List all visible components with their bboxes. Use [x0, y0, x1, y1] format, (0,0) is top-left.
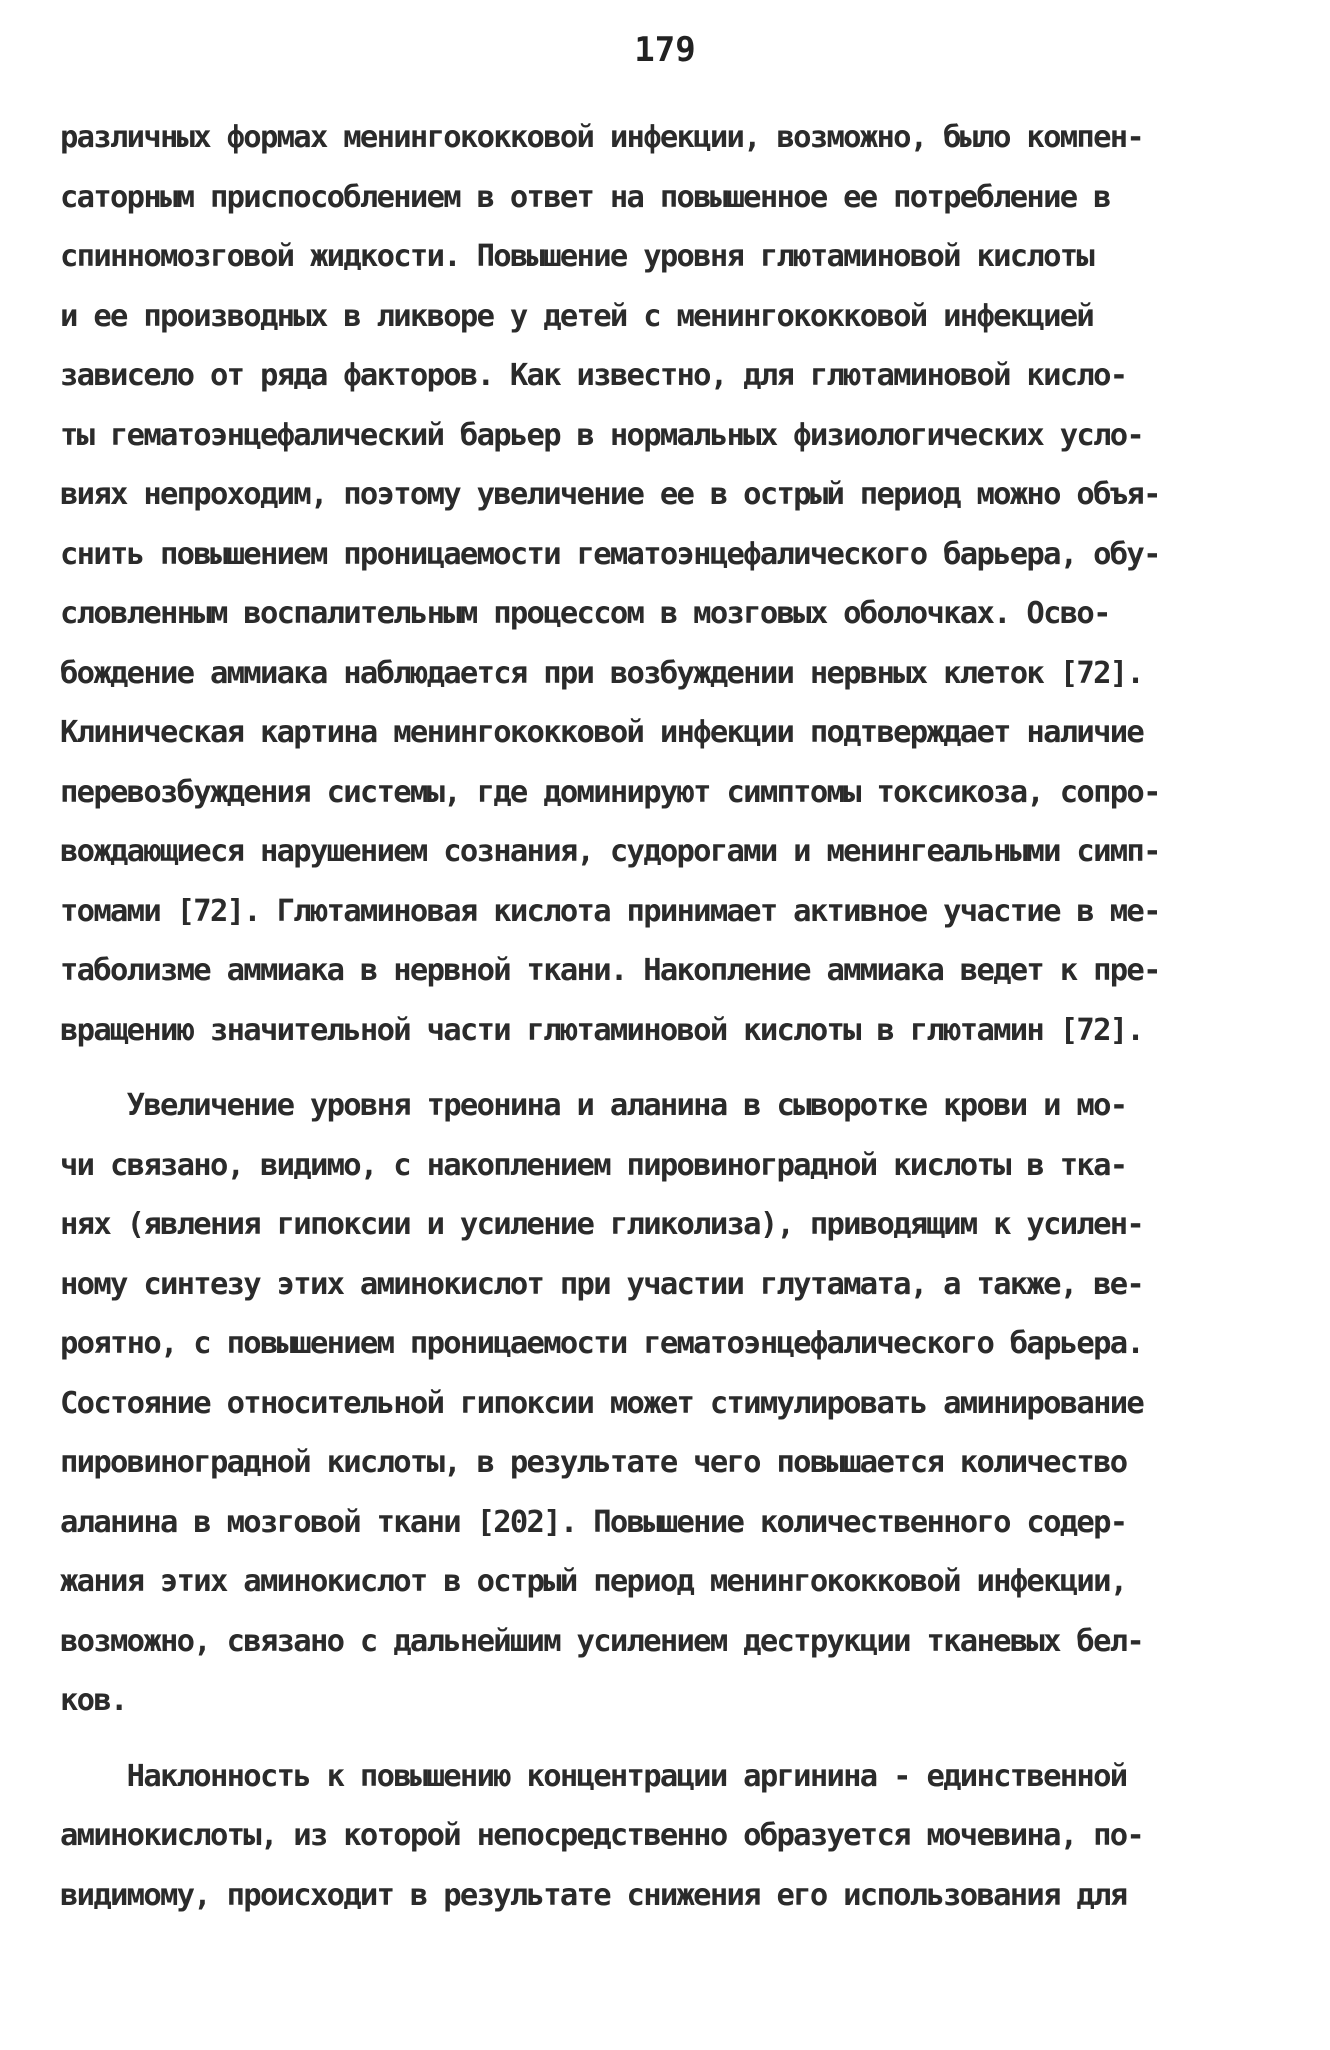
text-line: перевозбуждения системы, где доминируют симптомы токсикоза, сопро- — [60, 774, 1160, 810]
text-line: саторным приспособлением в ответ на повышенное ее потребление в — [60, 179, 1110, 215]
text-line: спинномозговой жидкости. Повышение уровня глютаминовой кислоты — [60, 239, 1094, 274]
text-line: зависело от ряда факторов. Как известно, для глютаминовой кисло- — [60, 358, 1127, 393]
text-line: аланина в мозговой ткани [202]. Повышение количественного содер- — [60, 1504, 1127, 1540]
text-line: чи связано, видимо, с накоплением пировиноградной кислоты в тка- — [60, 1147, 1127, 1183]
text-line: виях непроходим, поэтому увеличение ее в острый период можно объя- — [60, 477, 1160, 512]
text-line: ному синтезу этих аминокислот при участии глутамата, а также, ве- — [60, 1266, 1144, 1302]
text-line: Состояние относительной гипоксии может стимулировать аминирование — [60, 1385, 1144, 1421]
text-line: вождающиеся нарушением сознания, судорогами и менингеальными симп- — [60, 834, 1160, 869]
text-line: роятно, с повышением проницаемости гематоэнцефалического барьера. — [60, 1326, 1144, 1361]
text-line: нях (явления гипоксии и усиление гликолиза), приводящим к усилен- — [60, 1207, 1144, 1242]
text-line: возможно, связано с дальнейшим усилением деструкции тканевых бел- — [60, 1623, 1144, 1659]
page-number: 179 — [634, 30, 696, 70]
text-line: и ее производных в ликворе у детей с менингококковой инфекцией — [60, 298, 1094, 334]
body-text — [60, 108, 1270, 1925]
text-line: снить повышением проницаемости гематоэнцефалического барьера, обу- — [60, 536, 1160, 572]
text-line: томами [72]. Глютаминовая кислота принимает активное участие в ме- — [60, 893, 1160, 929]
text-line: Увеличение уровня треонина и аланина в сыворотке крови и мо- — [60, 1088, 1127, 1123]
text-line: видимому, происходит в результате снижения его использования для — [60, 1877, 1127, 1913]
text-line: таболизме аммиака в нервной ткани. Накопление аммиака ведет к пре- — [60, 953, 1160, 988]
text-line: Клиническая картина менингококковой инфекции подтверждает наличие — [60, 715, 1144, 750]
text-line: ты гематоэнцефалический барьер в нормальных физиологических усло- — [60, 417, 1144, 453]
text-line: ков. — [60, 1683, 127, 1718]
text-line: различных формах менингококковой инфекции, возможно, было компен- — [60, 120, 1144, 155]
text-line: словленным воспалительным процессом в мозговых оболочках. Осво- — [60, 596, 1110, 631]
text-line: Наклонность к повышению концентрации аргинина - единственной — [60, 1758, 1127, 1794]
text-line: бождение аммиака наблюдается при возбуждении нервных клеток [72]. — [60, 655, 1144, 691]
text-line: жания этих аминокислот в острый период менингококковой инфекции, — [60, 1564, 1127, 1599]
text-line: аминокислоты, из которой непосредственно образуется мочевина, по- — [60, 1818, 1144, 1853]
text-line: вращению значительной части глютаминовой кислоты в глютамин [72]. — [60, 1012, 1144, 1048]
text-line: пировиноградной кислоты, в результате чего повышается количество — [60, 1445, 1127, 1480]
